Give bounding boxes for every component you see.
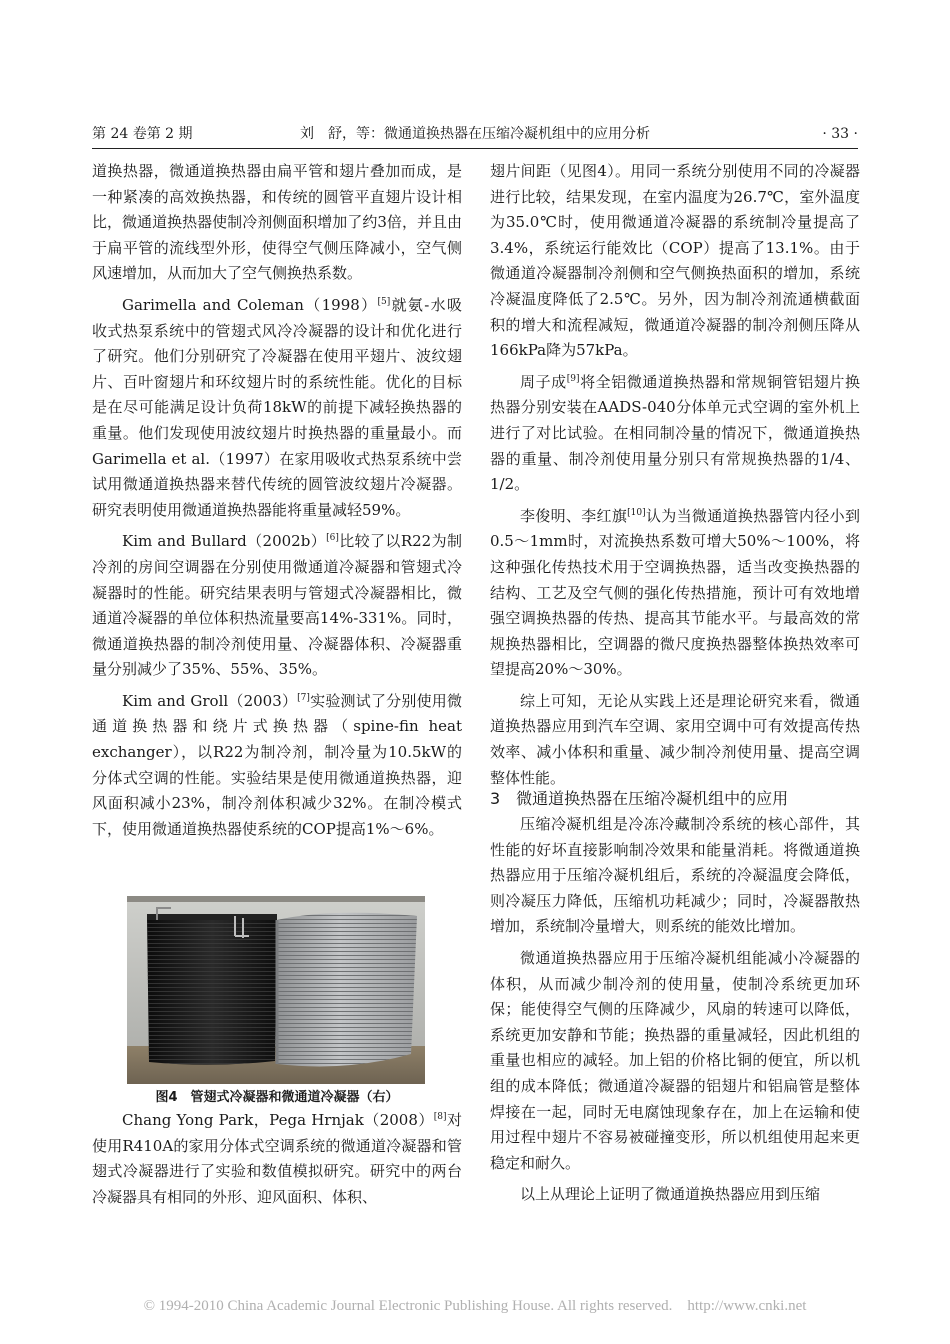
paragraph: 压缩冷凝机组是冷冻冷藏制冷系统的核心部件，其性能的好坏直接影响制冷效果和能量消耗。将微通道换热器应用于压缩冷凝机组后，系统的冷凝温度会降低，则冷凝压力降低，压缩机功耗减少；同时，冷凝器散热增加，系统制冷量增大，则系统的能效比增加。 [490,815,860,936]
reference-marker: [8] [433,1112,447,1122]
citation-author: 周子成 [520,372,567,391]
paragraph [92,293,462,523]
condenser-photo [127,896,425,1084]
paragraph-text: 就氨-水吸收式热泵系统中的管翅式风冷冷凝器的设计和优化进行了研究。他们分别研究了冷凝器在使用平翅片、波纹翅片、百叶窗翅片和环纹翅片时的系统性能。优化的目标是在尽可能满足设计负荷18kW的前提下减轻换热器的重量。他们发现使用波纹翅片时换热器的重量最小。而Garimella et al.（1997）在家用吸收式热泵系统中尝试用微通道换热器来替代传统的圆管波纹翅片冷凝器。研究表明使用微通道换热器能将重量减轻59%。 [92,295,462,519]
paragraph-text: 比较了以R22为制冷剂的房间空调器在分别使用微通道冷凝器和管翅式冷凝器时的性能。研究结果表明与管翅式冷凝器相比，微通道冷凝器的单位体积热流量要高14%-331%。同时，微通道换热器的制冷剂使用量、冷凝器体积、冷凝器重量分别减少了35%、55%、35%。 [92,532,462,679]
section-heading: 3 微通道换热器在压缩冷凝机组中的应用 [490,789,789,808]
paragraph-text: 实验测试了分别使用微通道换热器和绕片式换热器（spine-fin heat exchanger），以R22为制冷剂，制冷量为10.5kW的分体式空调的性能。实验结果是使用微通道换热器，迎风面积减小23%，制冷剂体积减少32%。在制冷模式下，使用微通道换热器使系统的COP提高1%～6%。 [92,691,462,838]
citation-author: Garimella and Coleman（1998） [122,295,378,314]
paragraph [92,529,462,683]
reference-marker: [10] [627,507,646,518]
header-rule [92,148,858,149]
reference-marker: [6] [326,533,339,544]
left-column-bottom [92,1108,462,1216]
paragraph-text: 将全铝微通道换热器和常规铜管铝翅片换热器分别安装在AADS-040分体单元式空调的室外机上进行了对比试验。在相同制冷量的情况下，微通道换热器的重量、制冷剂使用量分别只有常规换热器的1/4、1/2。 [490,372,860,494]
citation-author: Kim and Groll（2003） [122,691,298,710]
paragraph: 道换热器，微通道换热器由扁平管和翅片叠加而成，是一种紧凑的高效换热器，和传统的圆管平直翅片设计相比，微通道换热器使制冷剂侧面积增加了约3倍，并且由于扁平管的流线型外形，使得空气侧压降减小，空气侧风速增加，从而加大了空气侧换热系数。 [92,162,462,283]
paragraph: 综上可知，无论从实践上还是理论研究来看，微通道换热器应用到汽车空调、家用空调中可有效提高传热效率、减小体积和重量、减少制冷剂使用量、提高空调整体性能。 [490,691,860,787]
paragraph [490,504,860,683]
paragraph: 以上从理论上证明了微通道换热器应用到压缩 [520,1185,821,1204]
reference-marker: [9] [566,373,580,384]
running-header [92,123,858,145]
journal-volume: 第 24 卷第 2 期 [92,126,193,142]
citation-author: Kim and Bullard（2002b） [122,532,327,551]
right-column-bottom [490,812,860,1214]
reference-marker: [5] [377,296,391,307]
paragraph-text: 对使用R410A的家用分体式空调系统的微通道冷凝器和管翅式冷凝器进行了实验和数值模拟研究。研究中的两台冷凝器具有相同的外形、迎风面积、体积、 [92,1111,462,1206]
left-column [92,159,462,848]
paragraph: 翅片间距（见图4）。用同一系统分别使用不同的冷凝器进行比较，结果发现，在室内温度为26.7℃，室外温度为35.0℃时，使用微通道冷凝器的系统制冷量提高了3.4%，系统运行能效比（COP）提高了13.1%。由于微通道冷凝器制冷剂侧和空气侧换热面积的增加，系统冷凝温度降低了2.5℃。另外，因为制冷剂流通横截面积的增大和流程减短，微通道冷凝器的制冷剂侧压降从166kPa降为57kPa。 [490,162,860,360]
citation-author: Chang Yong Park，Pega Hrnjak（2008） [122,1111,434,1129]
paragraph [92,1108,462,1210]
copyright-footer: © 1994-2010 China Academic Journal Electronic Publishing House. All rights reserved. http://www.cnki.net [143,1298,807,1314]
figure-caption: 图4 管翅式冷凝器和微通道冷凝器（右） [155,1090,399,1105]
reference-marker: [7] [297,692,310,703]
paragraph-text: 认为当微通道换热器管内径小到0.5～1mm时，对流换热系数可增大50%～100%，将这种强化传热技术用于空调换热器，适当改变换热器的结构、工艺及空气侧的强化传热措施，预计可有效地增强空调换热器的传热、提高其节能水平。与最高效的常规换热器相比，空调器的微尺度换热器整体换热效率可望提高20%～30%。 [490,506,860,679]
running-title: 刘 舒，等：微通道换热器在压缩冷凝机组中的应用分析 [300,126,650,142]
page-number: · 33 · [822,126,858,142]
paragraph [92,689,462,843]
right-column [490,159,860,797]
citation-author: 李俊明、李红旗 [520,506,628,525]
paragraph [490,370,860,498]
paragraph: 微通道换热器应用于压缩冷凝机组能减小冷凝器的体积，从而减少制冷剂的使用量，使制冷系统更加环保；能使得空气侧的压降减少，风扇的转速可以降低，系统更加安静和节能；换热器的重量减轻，因此机组的重量也相应的减轻。加上铝的价格比铜的便宜，所以机组的成本降低；微通道冷凝器的铝翅片和铝扁管是整体焊接在一起，同时无电腐蚀现象存在，加上在运输和使用过程中翅片不容易被碰撞变形，所以机组使用起来更稳定和耐久。 [490,948,860,1172]
